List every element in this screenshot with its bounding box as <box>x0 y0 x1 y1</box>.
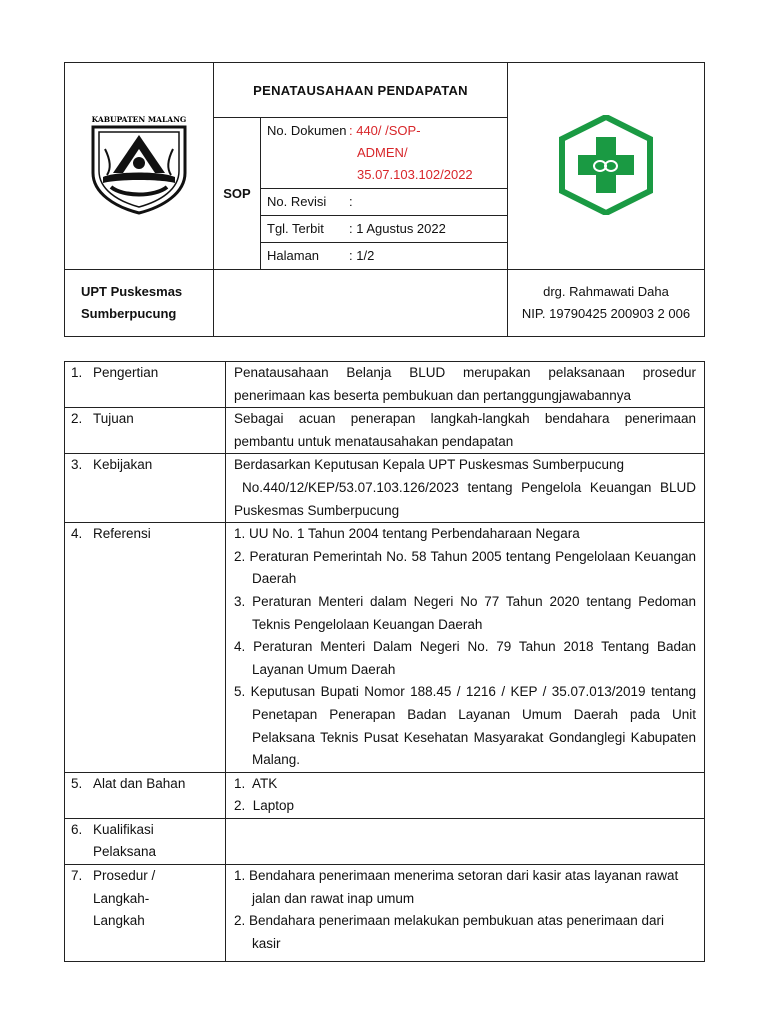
section-row <box>65 865 705 962</box>
section-number: 6. <box>71 821 83 837</box>
document-number-row <box>261 118 508 189</box>
section-label: Referensi <box>93 526 151 542</box>
section-label-cell <box>65 523 226 773</box>
section-number: 7. <box>71 868 83 884</box>
section-label: Kualifikasi Pelaksana <box>93 821 157 860</box>
policy-line-2: No.440/12/KEP/53.07.103.126/2023 tentang Pengelola Keuangan BLUD Puskesmas Sumberpucung <box>234 479 696 518</box>
list-item: 2. Laptop <box>234 798 295 814</box>
puskesmas-green-cross-icon <box>558 115 654 215</box>
document-number-value-3: 35.07.103.102/2022 <box>357 167 473 182</box>
revision-label: No. Revisi <box>267 194 327 209</box>
section-label: Prosedur / Langkah-Langkah <box>93 868 156 929</box>
section-number: 5. <box>71 775 83 791</box>
section-label-cell <box>65 865 226 962</box>
document-number-value-1: : 440/ /SOP- <box>349 123 421 138</box>
section-label-cell <box>65 408 226 454</box>
reference-list <box>226 523 705 773</box>
issue-date-row <box>261 216 508 243</box>
page-label: Halaman <box>267 248 320 263</box>
blank-approval-cell <box>214 270 508 337</box>
tools-list <box>226 772 705 818</box>
regency-logo-cell <box>65 63 214 270</box>
definition-text: Penatausahaan Belanja BLUD merupakan pelaksanaan prosedur penerimaan kas beserta pembukuan dan pertanggungjawabannya <box>226 362 705 408</box>
procedure-list <box>226 865 705 962</box>
qualification-cell <box>226 818 705 864</box>
section-row <box>65 818 705 864</box>
section-label-cell <box>65 818 226 864</box>
list-item: 1. Bendahara penerimaan menerima setoran dari kasir atas layanan rawat jalan dan rawat inap umum <box>234 868 679 906</box>
list-item: 2. Bendahara penerimaan melakukan pembukuan atas penerimaan dari kasir <box>234 913 665 951</box>
revision-value: : <box>349 194 353 209</box>
policy-line-1: Berdasarkan Keputusan Kepala UPT Puskesmas Sumberpucung <box>234 457 624 473</box>
list-item: 1. ATK <box>234 775 278 791</box>
list-item: 2. Peraturan Pemerintah No. 58 Tahun 2005 tentang Pengelolaan Keuangan Daerah <box>234 548 696 587</box>
emblem-text: KABUPATEN MALANG <box>91 114 187 124</box>
section-number: 1. <box>71 365 83 380</box>
section-number: 2. <box>71 411 83 427</box>
org-line-2: Sumberpucung <box>81 306 177 321</box>
list-item: 5. Keputusan Bupati Nomor 188.45 / 1216 / KEP / 35.07.013/2019 tentang Penetapan Penerapan Badan Layanan Umum Daerah pada Unit Pelaksana Teknis Pusat Kesehatan Masyarakat Gondanglegi Kabupaten Malang. <box>234 684 696 768</box>
organization-name <box>65 270 214 337</box>
section-label-cell <box>65 362 226 408</box>
issue-date-label: Tgl. Terbit <box>267 221 324 236</box>
section-row <box>65 408 705 454</box>
page-row <box>261 243 508 270</box>
kabupaten-malang-emblem-icon <box>83 113 195 217</box>
section-label: Pengertian <box>93 365 159 380</box>
section-label: Alat dan Bahan <box>93 775 186 791</box>
section-label: Tujuan <box>93 411 134 427</box>
puskesmas-logo-cell <box>508 63 705 270</box>
list-item: 3. Peraturan Menteri dalam Negeri No 77 Tahun 2020 tentang Pedoman Teknis Pengelolaan Keuangan Daerah <box>234 593 696 632</box>
revision-row <box>261 189 508 216</box>
list-item: 4. Peraturan Menteri Dalam Negeri No. 79 Tahun 2018 Tentang Badan Layanan Umum Daerah <box>234 639 696 677</box>
section-number: 3. <box>71 457 83 473</box>
section-row <box>65 454 705 523</box>
page-value: : 1/2 <box>349 248 375 263</box>
section-number: 4. <box>71 526 83 542</box>
purpose-text: Sebagai acuan penerapan langkah-langkah bendahara penerimaan pembantu untuk menatausahakan pendapatan <box>226 408 705 454</box>
signatory-nip: NIP. 19790425 200903 2 006 <box>521 306 691 321</box>
section-row <box>65 362 705 408</box>
org-line-1: UPT Puskesmas <box>81 284 183 299</box>
list-item: 1. UU No. 1 Tahun 2004 tentang Perbendaharaan Negara <box>234 526 580 542</box>
signatory-cell <box>508 270 705 337</box>
policy-text <box>226 454 705 523</box>
sop-header-table <box>64 62 705 337</box>
section-row <box>65 523 705 773</box>
sop-content-table <box>64 361 705 962</box>
document-number-value-2: ADMEN/ <box>357 145 408 160</box>
issue-date-value: : 1 Agustus 2022 <box>349 221 446 236</box>
sop-label: SOP <box>214 118 261 270</box>
section-label: Kebijakan <box>93 457 153 473</box>
document-number-label: No. Dokumen <box>267 123 347 138</box>
document-title: PENATAUSAHAAN PENDAPATAN <box>214 63 508 118</box>
section-label-cell <box>65 454 226 523</box>
signatory-name: drg. Rahmawati Daha <box>543 284 669 299</box>
section-row <box>65 772 705 818</box>
section-label-cell <box>65 772 226 818</box>
